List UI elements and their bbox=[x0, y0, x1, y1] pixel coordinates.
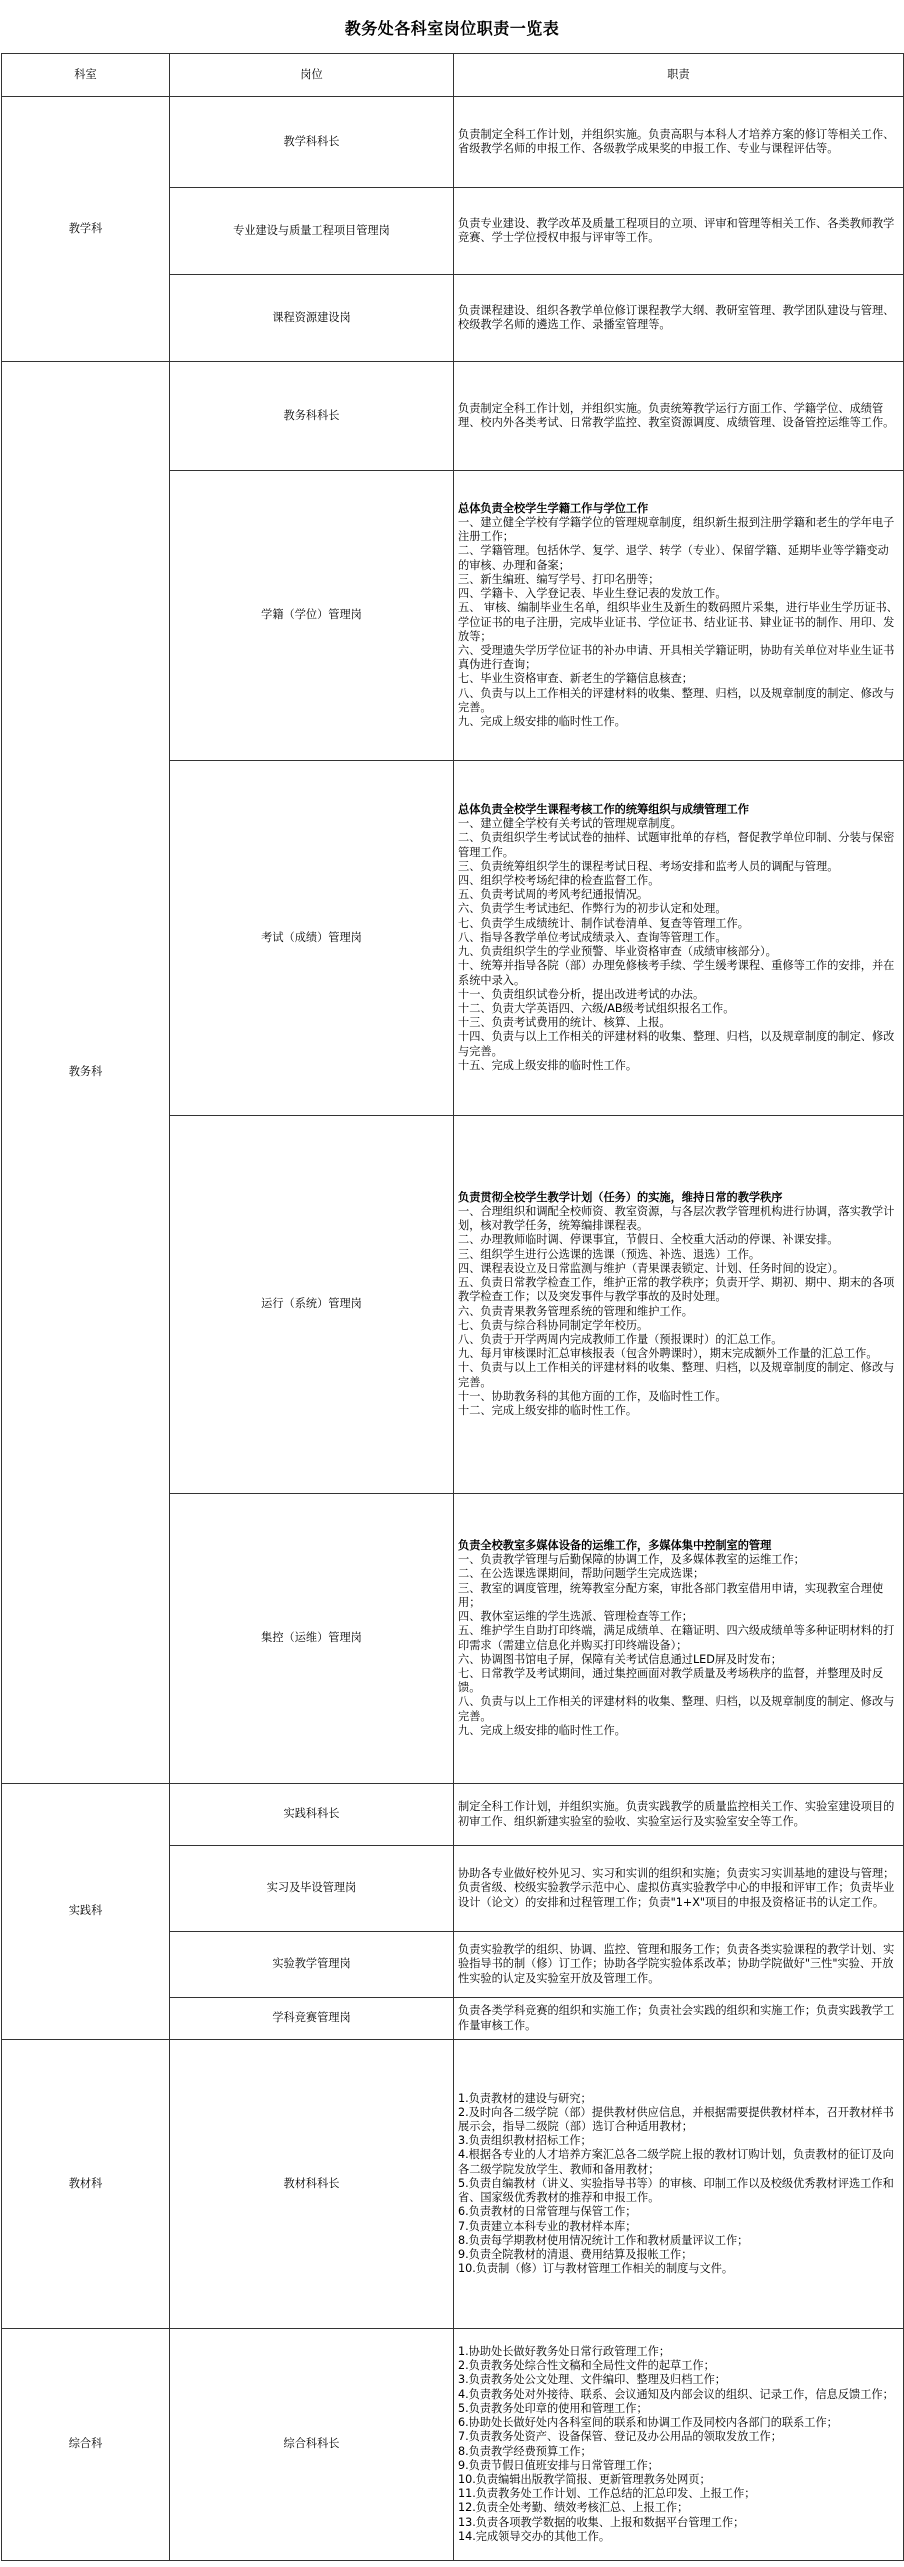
post-cell: 学籍（学位）管理岗 bbox=[170, 471, 454, 761]
duty-line: 七、负责学生成绩统计、制作试卷清单、复查等管理工作。 bbox=[458, 916, 749, 930]
duty-line: 六、负责青果教务管理系统的管理和维护工作。 bbox=[458, 1304, 693, 1318]
duty-line: 十二、负责大学英语四、六级/AB级考试组织报名工作。 bbox=[458, 1001, 735, 1015]
post-cell: 教材科科长 bbox=[170, 2040, 454, 2329]
header-post: 岗位 bbox=[170, 54, 454, 97]
duty-line: 3.负责组织教材招标工作； bbox=[458, 2134, 592, 2148]
duty-line: 6.协助处长做好处内各科室间的联系和协调工作及同校内各部门的联系工作； bbox=[458, 2416, 838, 2430]
post-cell: 教学科科长 bbox=[170, 97, 454, 188]
duty-line: 六、受理遗失学历学位证书的补办申请、开具相关学籍证明，协助有关单位对毕业生证书真伪进行查询； bbox=[458, 643, 895, 672]
duty-cell bbox=[454, 2040, 904, 2329]
duty-line: 制定全科工作计划，并组织实施。负责实践教学的质量监控相关工作、实验室建设项目的初审工作、组织新建实验室的验收、实验室运行及实验室安全等工作。 bbox=[458, 1800, 895, 1828]
duty-line: 5.负责自编教材（讲义、实验指导书等）的审核、印制工作以及校级优秀教材评选工作和省、国家级优秀教材的推荐和申报工作。 bbox=[458, 2176, 894, 2205]
duty-line: 2.负责教务处综合性文稿和全局性文件的起草工作； bbox=[458, 2359, 715, 2373]
post-cell: 实践科科长 bbox=[170, 1784, 454, 1846]
duty-line: 9.负责节假日值班安排与日常管理工作； bbox=[458, 2458, 659, 2472]
page-title: 教务处各科室岗位职责一览表 bbox=[344, 19, 560, 38]
table-row bbox=[2, 362, 904, 471]
duty-line: 6.负责教材的日常管理与保管工作； bbox=[458, 2205, 637, 2219]
duty-line: 三、负责统筹组织学生的课程考试日程、考场安排和监考人员的调配与管理。 bbox=[458, 859, 839, 873]
dept-cell: 综合科 bbox=[2, 2329, 170, 2561]
dept-cell: 教务科 bbox=[2, 362, 170, 1784]
duty-line: 三、教室的调度管理，统筹教室分配方案，审批各部门教室借用申请，实现教室合理使用； bbox=[458, 1581, 884, 1609]
duty-line: 三、新生编班、编写学号、打印名册等； bbox=[458, 572, 660, 586]
duty-cell bbox=[454, 1784, 904, 1846]
duty-line: 7.负责建立本科专业的教材样本库； bbox=[458, 2219, 637, 2233]
duty-cell bbox=[454, 97, 904, 188]
duty-line: 二、办理教师临时调、停课事宜，节假日、全校重大活动的停课、补课安排。 bbox=[458, 1233, 839, 1247]
duty-line: 十一、负责组织试卷分析，提出改进考试的办法。 bbox=[458, 987, 705, 1001]
post-cell: 集控（运维）管理岗 bbox=[170, 1494, 454, 1784]
duty-line: 一、建立健全学校有学籍学位的管理规章制度，组织新生报到注册学籍和老生的学年电子注册工作； bbox=[458, 516, 895, 544]
duty-line: 2.及时向各二级学院（部）提供教材供应信息，并根据需要提供教材样本，召开教材样书展示会，指导二级院（部）选订合种适用教材； bbox=[458, 2105, 894, 2134]
duty-cell bbox=[454, 275, 904, 362]
post-cell: 实验教学管理岗 bbox=[170, 1932, 454, 1998]
duty-cell bbox=[454, 1998, 904, 2040]
duty-line: 九、完成上级安排的临时性工作。 bbox=[458, 1723, 626, 1737]
duty-line: 四、组织学校考场纪律的检查监督工作。 bbox=[458, 874, 660, 888]
duty-line: 13.负责各项教学数据的收集、上报和数据平台管理工作； bbox=[458, 2515, 745, 2529]
duty-line: 五、维护学生自助打印终端，满足成绩单、在籍证明、四六级成绩单等多种证明材料的打印需求（需建立信息化并购买打印终端设备）； bbox=[458, 1624, 895, 1652]
duty-line: 九、负责组织学生的学业预警、毕业资格审查（成绩审核部分）。 bbox=[458, 945, 777, 959]
duty-line: 十、统筹并指导各院（部）办理免修核考手续、学生缓考课程、重修等工作的安排，并在系统中录入。 bbox=[458, 959, 895, 987]
duty-line: 负责贯彻全校学生教学计划（任务）的实施，维持日常的教学秩序 bbox=[458, 1190, 783, 1204]
dept-cell: 教学科 bbox=[2, 97, 170, 362]
duty-cell bbox=[454, 1116, 904, 1494]
duty-cell bbox=[454, 1494, 904, 1784]
duty-cell bbox=[454, 1932, 904, 1998]
duty-line: 十四、负责与以上工作相关的评建材料的收集、整理、归档，以及规章制度的制定、修改与完善。 bbox=[458, 1030, 895, 1058]
post-cell: 运行（系统）管理岗 bbox=[170, 1116, 454, 1494]
dept-cell: 实践科 bbox=[2, 1784, 170, 2040]
table-header-row bbox=[2, 54, 904, 97]
duty-line: 总体负责全校学生学籍工作与学位工作 bbox=[458, 501, 649, 515]
post-cell: 综合科科长 bbox=[170, 2329, 454, 2561]
duty-cell bbox=[454, 2329, 904, 2561]
duty-line: 8.负责每学期教材使用情况统计工作和教材质量评议工作； bbox=[458, 2233, 749, 2247]
duty-line: 十五、完成上级安排的临时性工作。 bbox=[458, 1058, 638, 1072]
duty-line: 四、课程表设立及日常监测与维护（青果课表锁定、计划、任务时间的设定）。 bbox=[458, 1261, 844, 1275]
duty-line: 7.负责教务处资产、设备保管、登记及办公用品的领取发放工作； bbox=[458, 2430, 782, 2444]
duty-line: 三、组织学生进行公选课的选课（预选、补选、退选）工作。 bbox=[458, 1247, 761, 1261]
post-cell: 考试（成绩）管理岗 bbox=[170, 761, 454, 1116]
duty-line: 12.负责全处考勤、绩效考核汇总、上报工作； bbox=[458, 2501, 689, 2515]
duty-line: 七、日常教学及考试期间，通过集控画面对教学质量及考场秩序的监督，并整理及时反馈。 bbox=[458, 1666, 884, 1695]
duty-cell bbox=[454, 761, 904, 1116]
duty-line: 一、建立健全学校有关考试的管理规章制度。 bbox=[458, 817, 682, 831]
duty-line: 十、负责与以上工作相关的评建材料的收集、整理、归档，以及规章制度的制定、修改与完善。 bbox=[458, 1361, 895, 1389]
duty-line: 二、负责组织学生考试试卷的抽样、试题审批单的存档，督促教学单位印制、分装与保密管理工作。 bbox=[458, 831, 895, 859]
duty-line: 协助各专业做好校外见习、实习和实训的组织和实施；负责实习实训基地的建设与管理；负责省级、校级实验教学示范中心、虚拟仿真实验教学中心的申报和评审工作；负责毕业设计（论文）的安排和过程管理工作；负责"1+X"项目的申报及资格证书的认定工作。 bbox=[458, 1867, 895, 1909]
header-duty: 职责 bbox=[454, 54, 904, 97]
table-row bbox=[2, 97, 904, 188]
duty-line: 一、负责教学管理与后勤保障的协调工作，及多媒体教室的运维工作； bbox=[458, 1553, 805, 1567]
table-row bbox=[2, 1784, 904, 1846]
post-cell: 课程资源建设岗 bbox=[170, 275, 454, 362]
duty-line: 二、在公选课选课期间，帮助问题学生完成选课； bbox=[458, 1567, 705, 1581]
duty-line: 负责各类学科竞赛的组织和实施工作；负责社会实践的组织和实施工作；负责实践教学工作量审核工作。 bbox=[458, 2004, 895, 2032]
duty-line: 负责制定全科工作计划，并组织实施。负责统筹教学运行方面工作、学籍学位、成绩管理、校内外各类考试、日常教学监控、教室资源调度、成绩管理、设备管控运维等工作。 bbox=[458, 401, 895, 429]
post-cell: 实习及毕设管理岗 bbox=[170, 1846, 454, 1932]
duty-cell bbox=[454, 188, 904, 275]
duty-line: 4.负责教务处对外接待、联系、会议通知及内部会议的组织、记录工作，信息反馈工作； bbox=[458, 2387, 894, 2401]
duty-line: 10.负责编辑出版教学简报、更新管理教务处网页； bbox=[458, 2472, 711, 2486]
duty-line: 九、完成上级安排的临时性工作。 bbox=[458, 714, 626, 728]
table-row bbox=[2, 2040, 904, 2329]
duty-line: 一、合理组织和调配全校师资、教室资源，与各层次教学管理机构进行协调，落实教学计划，核对教学任务，统筹编排课程表。 bbox=[458, 1205, 895, 1233]
duty-line: 四、教休室运维的学生选派、管理检查等工作； bbox=[458, 1610, 693, 1624]
post-cell: 专业建设与质量工程项目管理岗 bbox=[170, 188, 454, 275]
duty-line: 3.负责教务处公文处理、文件编印、整理及归档工作； bbox=[458, 2373, 726, 2387]
duty-line: 六、负责学生考试违纪、作弊行为的初步认定和处理。 bbox=[458, 902, 727, 916]
duty-line: 二、学籍管理。包括休学、复学、退学、转学（专业）、保留学籍、延期毕业等学籍变动的审核、办理和备案； bbox=[458, 544, 889, 572]
duty-line: 10.负责制（修）订与教材管理工作相关的制度与文件。 bbox=[458, 2262, 734, 2276]
duty-cell bbox=[454, 362, 904, 471]
duty-line: 九、每月审核课时汇总审核报表（包含外聘课时），期末完成额外工作量的汇总工作。 bbox=[458, 1347, 878, 1361]
duty-line: 14.完成领导交办的其他工作。 bbox=[458, 2529, 611, 2543]
duty-line: 五、负责日常教学检查工作，维护正常的教学秩序；负责开学、期初、期中、期末的各项教学检查工作；以及突发事件与教学事故的及时处理。 bbox=[458, 1276, 895, 1304]
duty-line: 四、学籍卡、入学登记表、毕业生登记表的发放工作。 bbox=[458, 587, 727, 601]
dept-cell: 教材科 bbox=[2, 2040, 170, 2329]
duty-line: 1.负责教材的建设与研究； bbox=[458, 2091, 592, 2105]
duty-cell bbox=[454, 1846, 904, 1932]
header-dept: 科室 bbox=[2, 54, 170, 97]
duty-line: 负责实验教学的组织、协调、监控、管理和服务工作；负责各类实验课程的教学计划、实验指导书的制（修）订工作；协助各学院实验体系改革；协助学院做好"三性"实验、开放性实验的认定及实验室开放及管理工作。 bbox=[458, 1943, 895, 1985]
duty-line: 8.负责教学经费预算工作； bbox=[458, 2444, 592, 2458]
duty-table bbox=[1, 53, 904, 2561]
duty-line: 五、负责考试周的考风考纪通报情况。 bbox=[458, 888, 649, 902]
duty-line: 负责专业建设、教学改革及质量工程项目的立项、评审和管理等相关工作、各类教师教学竞赛、学士学位授权申报与评审等工作。 bbox=[458, 216, 895, 244]
duty-line: 七、毕业生资格审查、新老生的学籍信息核查； bbox=[458, 672, 693, 686]
duty-line: 总体负责全校学生课程考核工作的统筹组织与成绩管理工作 bbox=[458, 803, 749, 817]
duty-line: 八、负责于开学两周内完成教师工作量（预报课时）的汇总工作。 bbox=[458, 1332, 783, 1346]
post-cell: 教务科科长 bbox=[170, 362, 454, 471]
duty-line: 9.负责全院教材的清退、费用结算及报帐工作； bbox=[458, 2247, 693, 2261]
duty-line: 五、 审核、编制毕业生名单，组织毕业生及新生的数码照片采集，进行毕业生学历证书、学位证书的电子注册，完成毕业证书、学位证书、结业证书、肄业证书的制作、用印、发放等； bbox=[458, 601, 898, 643]
duty-line: 5.负责教务处印章的使用和管理工作； bbox=[458, 2401, 648, 2415]
duty-line: 1.协助处长做好教务处日常行政管理工作； bbox=[458, 2345, 671, 2359]
duty-cell bbox=[454, 471, 904, 761]
duty-line: 4.根据各专业的人才培养方案汇总各二级学院上报的教材订购计划，负责教材的征订及向各二级学院发放学生、教师和备用教材； bbox=[458, 2148, 894, 2176]
post-cell: 学科竞赛管理岗 bbox=[170, 1998, 454, 2040]
duty-line: 八、负责与以上工作相关的评建材料的收集、整理、归档，以及规章制度的制定、修改与完善。 bbox=[458, 686, 895, 714]
duty-line: 负责课程建设、组织各教学单位修订课程教学大纲、教研室管理、教学团队建设与管理、校级教学名师的遴选工作、录播室管理等。 bbox=[458, 303, 895, 331]
duty-line: 负责全校教室多媒体设备的运维工作，多媒体集中控制室的管理 bbox=[458, 1539, 772, 1553]
duty-line: 十三、负责考试费用的统计、核算、上报。 bbox=[458, 1016, 671, 1030]
duty-line: 八、指导各教学单位考试成绩录入、查询等管理工作。 bbox=[458, 930, 727, 944]
duty-line: 十一、协助教务科的其他方面的工作，及临时性工作。 bbox=[458, 1389, 727, 1403]
table-row bbox=[2, 2329, 904, 2561]
duty-line: 八、负责与以上工作相关的评建材料的收集、整理、归档，以及规章制度的制定、修改与完善。 bbox=[458, 1695, 895, 1723]
duty-line: 11.负责教务处工作计划、工作总结的汇总印发、上报工作； bbox=[458, 2487, 756, 2501]
duty-line: 十二、完成上级安排的临时性工作。 bbox=[458, 1403, 638, 1417]
duty-line: 六、协调图书馆电子屏，保障有关考试信息通过LED屏及时发布； bbox=[458, 1652, 782, 1666]
duty-line: 七、负责与综合科协同制定学年校历。 bbox=[458, 1318, 649, 1332]
duty-line: 负责制定全科工作计划，并组织实施。负责高职与本科人才培养方案的修订等相关工作、省级教学名师的申报工作、各级教学成果奖的申报工作、专业与课程评估等。 bbox=[458, 127, 895, 155]
